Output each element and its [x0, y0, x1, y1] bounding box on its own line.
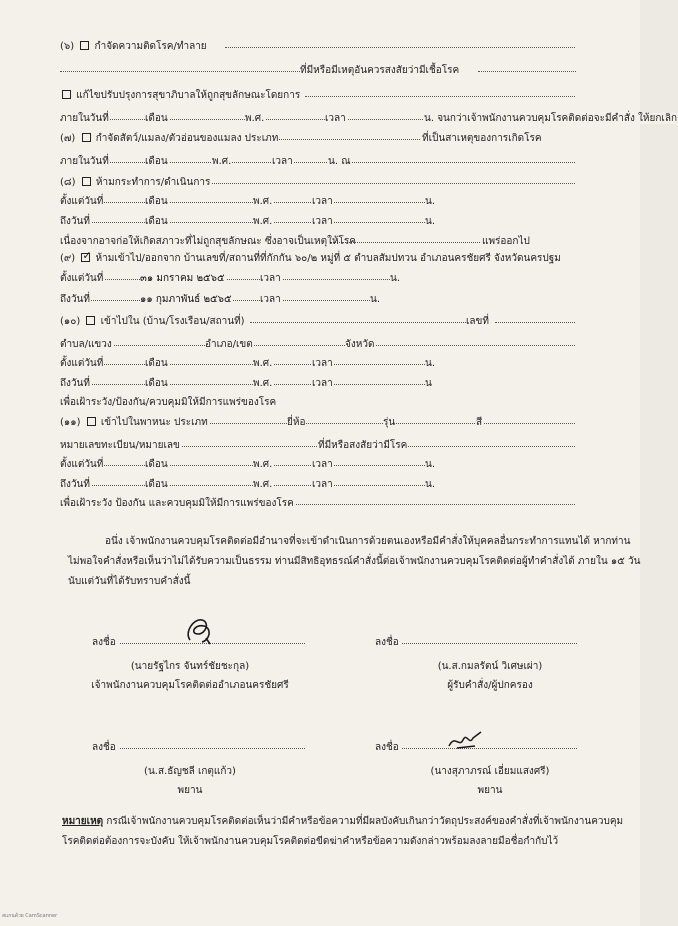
section9-text: ห้ามเข้าไป/ออกจาก บ้านเลขที่/สถานที่ที่กักกัน ๖๐/๒ หมู่ที่ ๕ ตำบลสัมปทวน อำเภอนครชัยศรี จังหวัดนครปฐม	[95, 253, 561, 264]
section11-color-label: สี	[476, 417, 483, 428]
section11-to-year: พ.ศ.	[253, 479, 273, 490]
section10-to-time: เวลา	[312, 378, 333, 389]
witness2-name: (นางสุภาภรณ์ เอี่ยมแสงศรี)	[430, 766, 550, 777]
witness1-sign-label: ลงชื่อ	[92, 742, 116, 753]
section8-text: ห้ามกระทำการ/ดำเนินการ	[95, 177, 211, 188]
section7-month-label: เดือน	[145, 156, 168, 167]
section11-brand-label: ยี่ห้อ	[287, 417, 306, 428]
section11-checkbox[interactable]	[87, 417, 96, 426]
section8-row	[60, 176, 211, 189]
section8-from-label: ตั้งแต่วันที่	[60, 196, 104, 207]
section9-to-label: ถึงวันที่	[60, 294, 90, 305]
section8-number: (๘)	[60, 177, 76, 188]
section8-to-year: พ.ศ.	[253, 216, 273, 227]
section9-checkbox-checked[interactable]	[81, 249, 92, 262]
section7-within-label: ภายในวันที่	[60, 156, 109, 167]
witness2-signature	[445, 728, 485, 752]
section10-number: (๑๐)	[60, 316, 81, 327]
section9-from-value: ๓๑ มกราคม ๒๕๖๕	[140, 273, 225, 284]
section6-number: (๖)	[60, 41, 75, 52]
remark-line-2: โรคติดต่อต้องการจะบังคับ ให้เจ้าพนักงานควบคุมโรคติดต่อขีดฆ่าคำหรือข้อความดังกล่าวพร้อมลงลายมือชื่อกำกับไว้	[62, 836, 559, 847]
section8-to-unit: น.	[425, 216, 436, 227]
improve-text: แก้ไขปรับปรุงการสุขาภิบาลให้ถูกสุขลักษณะโดยการ	[76, 90, 301, 101]
section11-from-time: เวลา	[312, 459, 333, 470]
section8-to-month: เดือน	[145, 216, 168, 227]
section10-from-year: พ.ศ.	[253, 358, 273, 369]
improve-within-label: ภายในวันที่	[60, 113, 109, 124]
officer-signature	[180, 612, 220, 648]
improve-time-label: เวลา	[325, 113, 346, 124]
section7-row	[60, 132, 279, 145]
improve-row	[60, 89, 301, 102]
notice-line-2: ไม่พอใจคำสั่งหรือเห็นว่าไม่ได้รับความเป็นธรรม ท่านมีสิทธิอุทธรณ์คำสั่งนี้ต่อเจ้าพนักงานควบคุมโรคติดต่อผู้ทำคำสั่งได้ ภายใน ๑๕ วัน	[68, 556, 641, 567]
section10-from-time: เวลา	[312, 358, 333, 369]
remark-text-1: กรณีเจ้าพนักงานควบคุมโรคติดต่อเห็นว่ามีคำหรือข้อความที่มีผลบังคับเกินกว่าวัตถุประสงค์ของคำสั่งที่เจ้าพนักงานควบคุม	[106, 816, 624, 827]
section11-to-label: ถึงวันที่	[60, 479, 90, 490]
section9-number: (๙)	[60, 253, 76, 264]
section8-from-unit: น.	[425, 196, 436, 207]
section6-cont: ที่มีหรือมีเหตุอันควรสงสัยว่ามีเชื้อโรค	[300, 65, 460, 76]
section7-number: (๗)	[60, 133, 76, 144]
section8-to-label: ถึงวันที่	[60, 216, 90, 227]
section9-to-unit: น.	[370, 294, 381, 305]
improve-until-text: น. จนกว่าเจ้าพนักงานควบคุมโรคติดต่อจะมีคำสั่ง ให้ยกเลิก	[424, 113, 678, 124]
section11-to-month: เดือน	[145, 479, 168, 490]
section10-to-month: เดือน	[145, 378, 168, 389]
section11-from-unit: น.	[425, 459, 436, 470]
witness1-title: พยาน	[177, 785, 203, 796]
section11-text: เข้าไปในพาหนะ ประเภท	[100, 417, 208, 428]
section7-time-label: เวลา	[272, 156, 293, 167]
section7-checkbox[interactable]	[82, 133, 91, 142]
section8-checkbox[interactable]	[82, 177, 91, 186]
section10-row	[60, 315, 246, 328]
section9-from-unit: น.	[390, 273, 401, 284]
section10-from-month: เดือน	[145, 358, 168, 369]
section11-to-unit: น.	[425, 479, 436, 490]
section11-plate-label: หมายเลขทะเบียน/หมายเลข	[60, 440, 180, 451]
section10-checkbox[interactable]	[86, 316, 95, 325]
section7-unit-label: น. ณ	[328, 156, 351, 167]
section10-from-label: ตั้งแต่วันที่	[60, 358, 104, 369]
improve-year-label: พ.ศ.	[245, 113, 265, 124]
section7-year-label: พ.ศ.	[212, 156, 232, 167]
officer-sign-label: ลงชื่อ	[92, 637, 116, 648]
section8-reason: เนื่องจากอาจก่อให้เกิดสภาวะที่ไม่ถูกสุขลักษณะ ซึ่งอาจเป็นเหตุให้โรค	[60, 236, 356, 247]
scanner-watermark: สแกนด้วย CamScanner	[2, 913, 58, 919]
recipient-title: ผู้รับคำสั่ง/ผู้ปกครอง	[447, 680, 533, 691]
section10-subdistrict-label: ตำบล/แขวง	[60, 339, 112, 350]
section10-purpose: เพื่อเฝ้าระวัง/ป้องกัน/ควบคุมมิให้มีการแพร่ของโรค	[60, 397, 277, 408]
improve-checkbox[interactable]	[62, 90, 71, 99]
section10-province-label: จังหวัด	[345, 339, 375, 350]
recipient-name: (น.ส.กมลรัตน์ วิเศษเผ่า)	[437, 661, 543, 672]
section10-to-label: ถึงวันที่	[60, 378, 90, 389]
section6-checkbox[interactable]	[80, 41, 89, 50]
section10-district-label: อำเภอ/เขต	[205, 339, 253, 350]
section9-to-value: ๑๑ กุมภาพันธ์ ๒๕๖๕	[140, 294, 232, 305]
section8-from-year: พ.ศ.	[253, 196, 273, 207]
officer-name: (นายรัฐไกร จันทร์ชัยชะกุล)	[130, 661, 250, 672]
section8-from-time: เวลา	[312, 196, 333, 207]
section8-from-month: เดือน	[145, 196, 168, 207]
section9-from-label: ตั้งแต่วันที่	[60, 273, 104, 284]
section9-from-time: เวลา	[260, 273, 281, 284]
officer-title: เจ้าพนักงานควบคุมโรคติดต่ออำเภอนครชัยศรี	[91, 680, 289, 691]
section6-text: กำจัดความติดโรค/ทำลาย	[94, 41, 207, 52]
section11-number: (๑๑)	[60, 417, 81, 428]
checkmark-icon: ✓	[82, 249, 92, 262]
improve-date-row	[60, 112, 110, 125]
section11-to-time: เวลา	[312, 479, 333, 490]
section10-from-unit: น.	[425, 358, 436, 369]
witness1-name: (น.ส.ธัญชลี เกตุแก้ว)	[144, 766, 236, 777]
remark-title: หมายเหตุ	[62, 816, 104, 827]
section11-from-label: ตั้งแต่วันที่	[60, 459, 104, 470]
improve-month-label: เดือน	[145, 113, 168, 124]
section10-number-label: เลขที่	[466, 316, 489, 327]
section10-text: เข้าไปใน (บ้าน/โรงเรือน/สถานที่)	[100, 316, 245, 327]
section11-row	[60, 416, 209, 429]
section7-cause: ที่เป็นสาเหตุของการเกิดโรค	[422, 133, 542, 144]
section8-to-time: เวลา	[312, 216, 333, 227]
section11-purpose: เพื่อเฝ้าระวัง ป้องกัน และควบคุมมิให้มีการแพร่ของโรค	[60, 498, 294, 509]
recipient-sign-label: ลงชื่อ	[375, 637, 399, 648]
section9-row	[60, 249, 562, 265]
section6-row	[60, 40, 208, 53]
section11-from-year: พ.ศ.	[253, 459, 273, 470]
section8-spread: แพร่ออกไป	[482, 236, 530, 247]
section7-text: กำจัดสัตว์/แมลง/ตัวอ่อนของแมลง ประเภท	[95, 133, 279, 144]
section11-suspect-label: ที่มีหรือสงสัยว่ามีโรค	[318, 440, 408, 451]
section11-model-label: รุ่น	[383, 417, 396, 428]
section10-to-year: พ.ศ.	[253, 378, 273, 389]
section10-to-unit: น	[425, 378, 432, 389]
section9-to-time: เวลา	[260, 294, 281, 305]
witness2-title: พยาน	[477, 785, 503, 796]
remark-line-1	[62, 812, 623, 832]
witness2-sign-label: ลงชื่อ	[375, 742, 399, 753]
section11-from-month: เดือน	[145, 459, 168, 470]
notice-line-1: อนึ่ง เจ้าพนักงานควบคุมโรคติดต่อมีอำนาจที่จะเข้าดำเนินการด้วยตนเองหรือมีคำสั่งให้บุคคลอื่นกระทำการแทนได้ หากท่าน	[105, 536, 631, 547]
notice-line-3: นับแต่วันที่ได้รับทราบคำสั่งนี้	[68, 576, 191, 587]
